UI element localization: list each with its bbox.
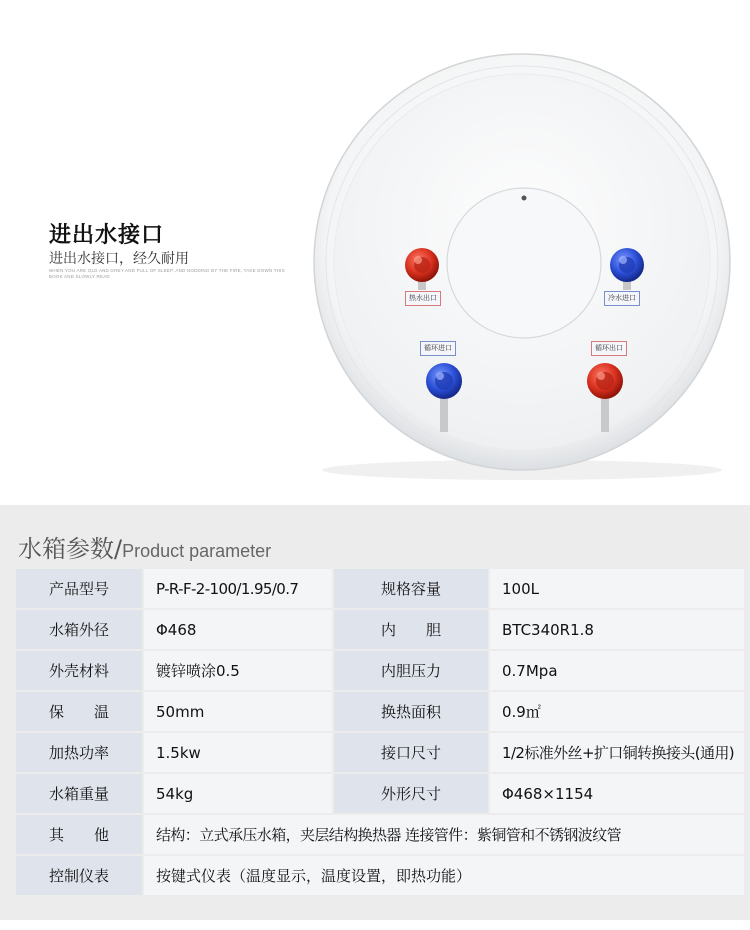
param-label: 外壳材料 — [16, 651, 144, 690]
hero-title: 进出水接口 — [49, 223, 165, 248]
table-row — [16, 815, 744, 854]
table-row — [16, 856, 744, 895]
param-value: Φ468×1154 — [490, 774, 744, 813]
parameter-table — [16, 567, 744, 897]
param-value: 结构：立式承压水箱，夹层结构换热器 连接管件：紫铜管和不锈钢波纹管 — [144, 815, 744, 854]
param-value: Φ468 — [144, 610, 334, 649]
param-label: 接口尺寸 — [334, 733, 490, 772]
param-label: 规格容量 — [334, 569, 490, 608]
table-row — [16, 692, 744, 731]
tag-hot-water-outlet: 热水出口 — [405, 291, 441, 306]
parameter-heading — [18, 529, 271, 564]
hero-subtitle: 进出水接口，经久耐用 — [49, 251, 189, 267]
tank-center-flange — [447, 188, 601, 338]
product-parameter-section — [0, 505, 750, 930]
param-value: 0.7Mpa — [490, 651, 744, 690]
table-row — [16, 569, 744, 608]
param-label: 水箱外径 — [16, 610, 144, 649]
param-value: 100L — [490, 569, 744, 608]
param-label: 其 他 — [16, 815, 144, 854]
param-label: 控制仪表 — [16, 856, 144, 895]
param-value: BTC340R1.8 — [490, 610, 744, 649]
bottom-band — [0, 920, 750, 930]
table-row — [16, 610, 744, 649]
param-label: 水箱重量 — [16, 774, 144, 813]
param-label: 换热面积 — [334, 692, 490, 731]
param-label: 产品型号 — [16, 569, 144, 608]
param-value: P-R-F-2-100/1.95/0.7 — [144, 569, 334, 608]
table-row — [16, 651, 744, 690]
param-label: 内 胆 — [334, 610, 490, 649]
param-value: 1.5kw — [144, 733, 334, 772]
parameter-title-cn: 水箱参数/ — [18, 535, 123, 563]
param-label: 保 温 — [16, 692, 144, 731]
param-label: 加热功率 — [16, 733, 144, 772]
hero-fine-print: WHEN YOU ARE OLD AND GREY AND FULL OF SLEEP, AND NODDING BY THE FIRE, TAKE DOWN THIS BOOK AND SLOWLY READ — [49, 268, 285, 279]
tag-circulation-inlet: 循环进口 — [420, 341, 456, 356]
param-value: 54kg — [144, 774, 334, 813]
param-value: 0.9㎡ — [490, 692, 744, 731]
param-value: 1/2标准外丝+扩口铜转换接头(通用) — [490, 733, 744, 772]
param-label: 外形尺寸 — [334, 774, 490, 813]
param-label: 内胆压力 — [334, 651, 490, 690]
param-value: 按键式仪表（温度显示，温度设置，即热功能） — [144, 856, 744, 895]
param-value: 镀锌喷涂0.5 — [144, 651, 334, 690]
tag-circulation-outlet: 循环出口 — [591, 341, 627, 356]
tag-cold-water-inlet: 冷水进口 — [604, 291, 640, 306]
param-value: 50mm — [144, 692, 334, 731]
table-row — [16, 774, 744, 813]
parameter-title-en: Product parameter — [122, 541, 272, 561]
table-row — [16, 733, 744, 772]
